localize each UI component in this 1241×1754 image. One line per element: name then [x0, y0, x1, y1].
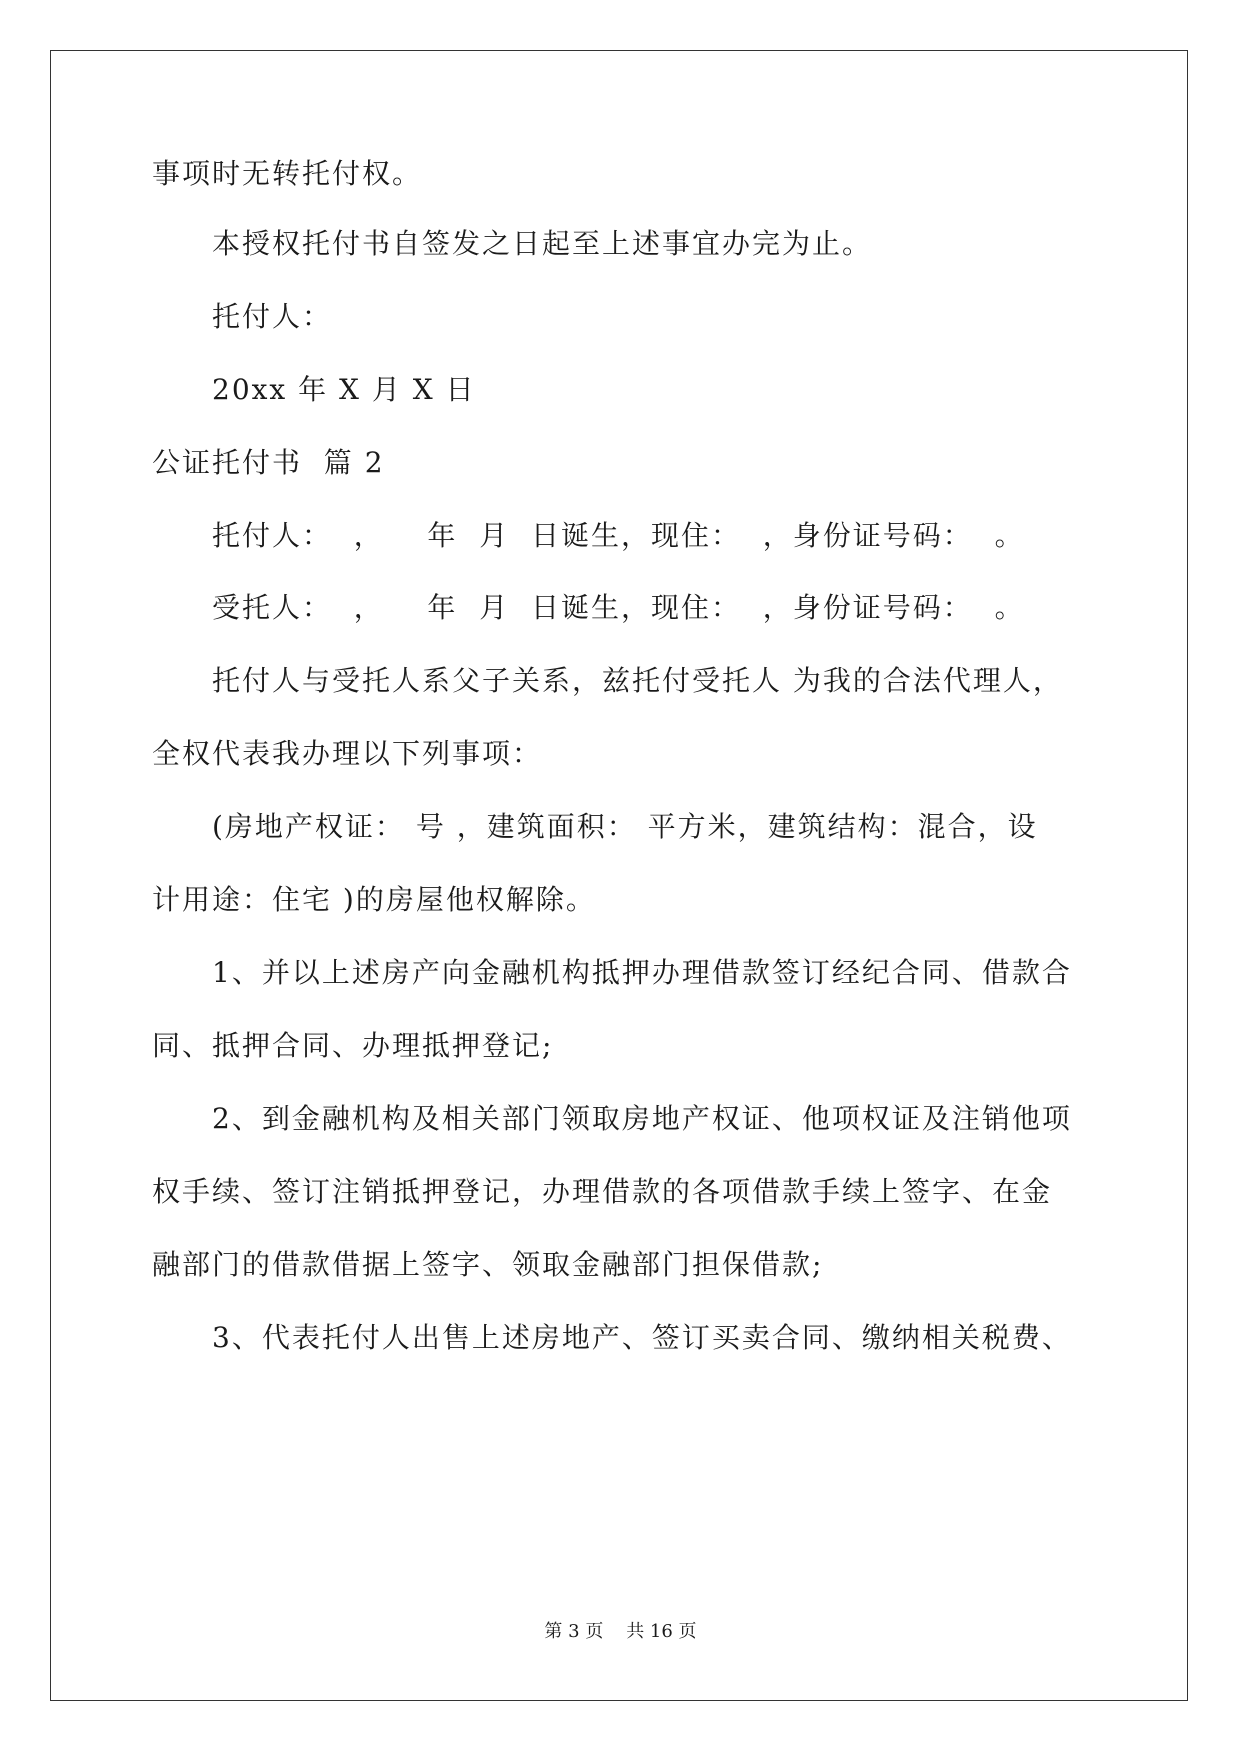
section-heading: 公证托付书 篇 2: [152, 446, 385, 479]
paragraph-line: 2、到金融机构及相关部门领取房地产权证、他项权证及注销他项: [212, 1102, 1072, 1135]
paragraph-line: 托付人与受托人系父子关系，兹托付受托人 为我的合法代理人，: [212, 664, 1063, 697]
paragraph-line: (房地产权证： 号 ，建筑面积： 平方米，建筑结构：混合，设: [212, 810, 1038, 843]
paragraph-line: 事项时无转托付权。: [152, 157, 423, 190]
paragraph-line: 权手续、签订注销抵押登记，办理借款的各项借款手续上签字、在金: [152, 1175, 1053, 1208]
paragraph-line: 托付人：: [212, 300, 333, 333]
paragraph-line: 托付人： ， 年 月 日诞生，现住： ，身份证号码： 。: [212, 519, 1025, 552]
paragraph-line: 同、抵押合同、办理抵押登记;: [152, 1029, 554, 1062]
paragraph-line: 全权代表我办理以下列事项：: [152, 737, 543, 770]
paragraph-line: 融部门的借款借据上签字、领取金融部门担保借款;: [152, 1248, 824, 1281]
paragraph-line: 20xx 年 X 月 X 日: [212, 373, 476, 406]
paragraph-line: 受托人： ， 年 月 日诞生，现住： ，身份证号码： 。: [212, 591, 1025, 624]
paragraph-line: 3、代表托付人出售上述房地产、签订买卖合同、缴纳相关税费、: [212, 1321, 1072, 1354]
paragraph-line: 1、并以上述房产向金融机构抵押办理借款签订经纪合同、借款合: [212, 956, 1072, 989]
page-number-footer: 第 3 页 共 16 页: [544, 1621, 697, 1642]
paragraph-line: 本授权托付书自签发之日起至上述事宜办完为止。: [212, 227, 873, 260]
paragraph-line: 计用途：住宅 )的房屋他权解除。: [152, 883, 596, 916]
